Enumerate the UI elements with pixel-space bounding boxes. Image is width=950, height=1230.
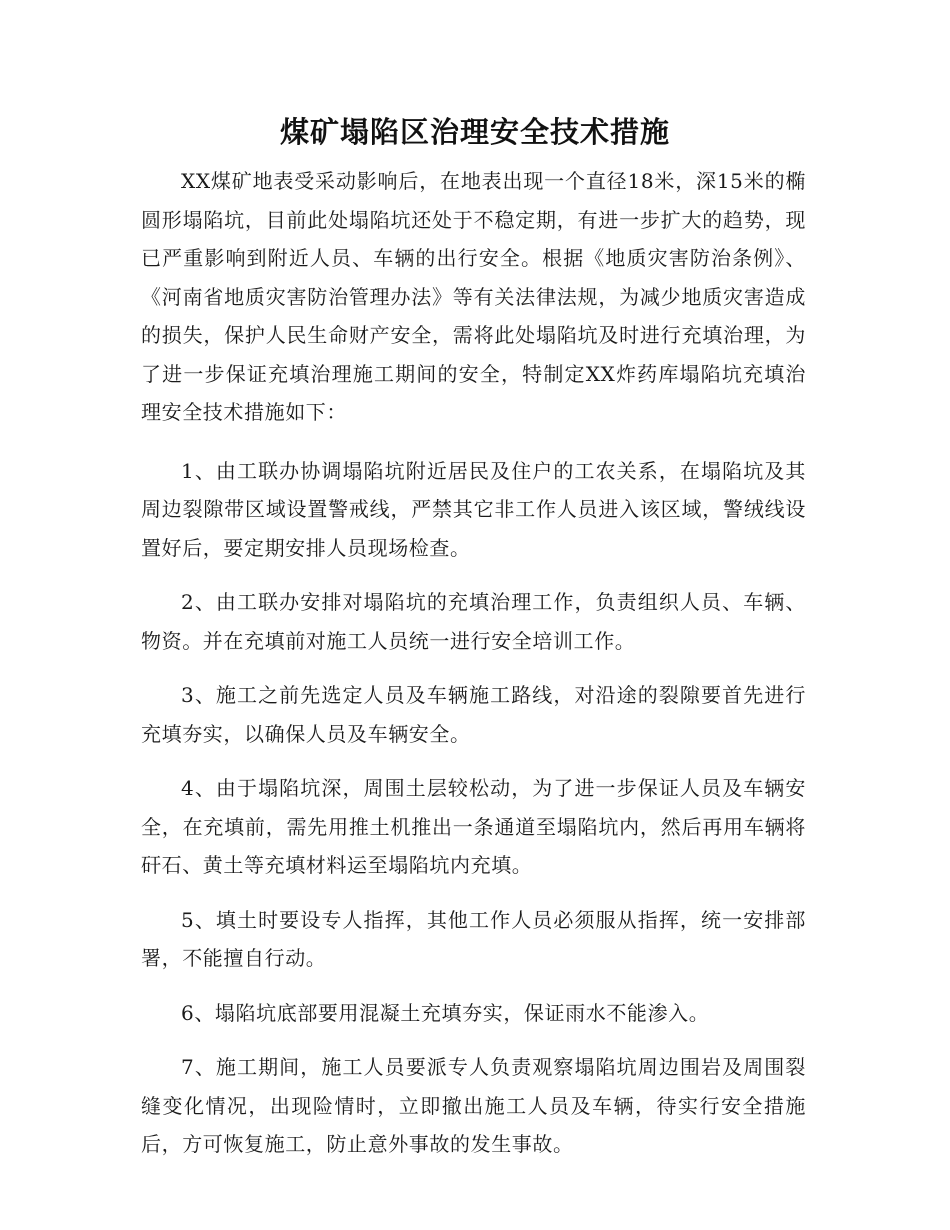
measure-item-6: 6、塌陷坑底部要用混凝土充填夯实，保证雨水不能渗入。	[181, 1000, 710, 1025]
measure-item-2: 2、由工联办安排对塌陷坑的充填治理工作，负责组织人员、车辆、物资。并在充填前对施工人员统一进行安全培训工作。	[141, 590, 806, 653]
document-title: 煤矿塌陷区治理安全技术措施	[279, 115, 670, 149]
measure-item-4: 4、由于塌陷坑深，周围土层较松动，为了进一步保证人员及车辆安全，在充填前，需先用推土机推出一条通道至塌陷坑内，然后再用车辆将矸石、黄土等充填材料运至塌陷坑内充填。	[141, 776, 806, 877]
measure-item-5: 5、填土时要设专人指挥，其他工作人员必须服从指挥，统一安排部署，不能擅自行动。	[141, 907, 806, 970]
measure-item-7: 7、施工期间，施工人员要派专人负责观察塌陷坑周边围岩及周围裂缝变化情况，出现险情时，立即撤出施工人员及车辆，待实行安全措施后，方可恢复施工，防止意外事故的发生事故。	[141, 1055, 806, 1156]
intro-paragraph: XX煤矿地表受采动影响后，在地表出现一个直径18米，深15米的椭圆形塌陷坑，目前此处塌陷坑还处于不稳定期，有进一步扩大的趋势，现已严重影响到附近人员、车辆的出行安全。根据《地质灾害防治条例》、《河南省地质灾害防治管理办法》等有关法律法规，为减少地质灾害造成的损失，保护人民生命财产安全，需将此处塌陷坑及时进行充填治理，为了进一步保证充填治理施工期间的安全，特制定XX炸药库塌陷坑充填治理安全技术措施如下：	[141, 169, 806, 424]
measure-item-1: 1、由工联办协调塌陷坑附近居民及住户的工农关系，在塌陷坑及其周边裂隙带区域设置警戒线，严禁其它非工作人员进入该区域，警绒线设置好后，要定期安排人员现场检查。	[141, 458, 806, 560]
document-body	[141, 162, 806, 1180]
measure-item-3: 3、施工之前先选定人员及车辆施工路线，对沿途的裂隙要首先进行充填夯实，以确保人员及车辆安全。	[141, 683, 806, 746]
